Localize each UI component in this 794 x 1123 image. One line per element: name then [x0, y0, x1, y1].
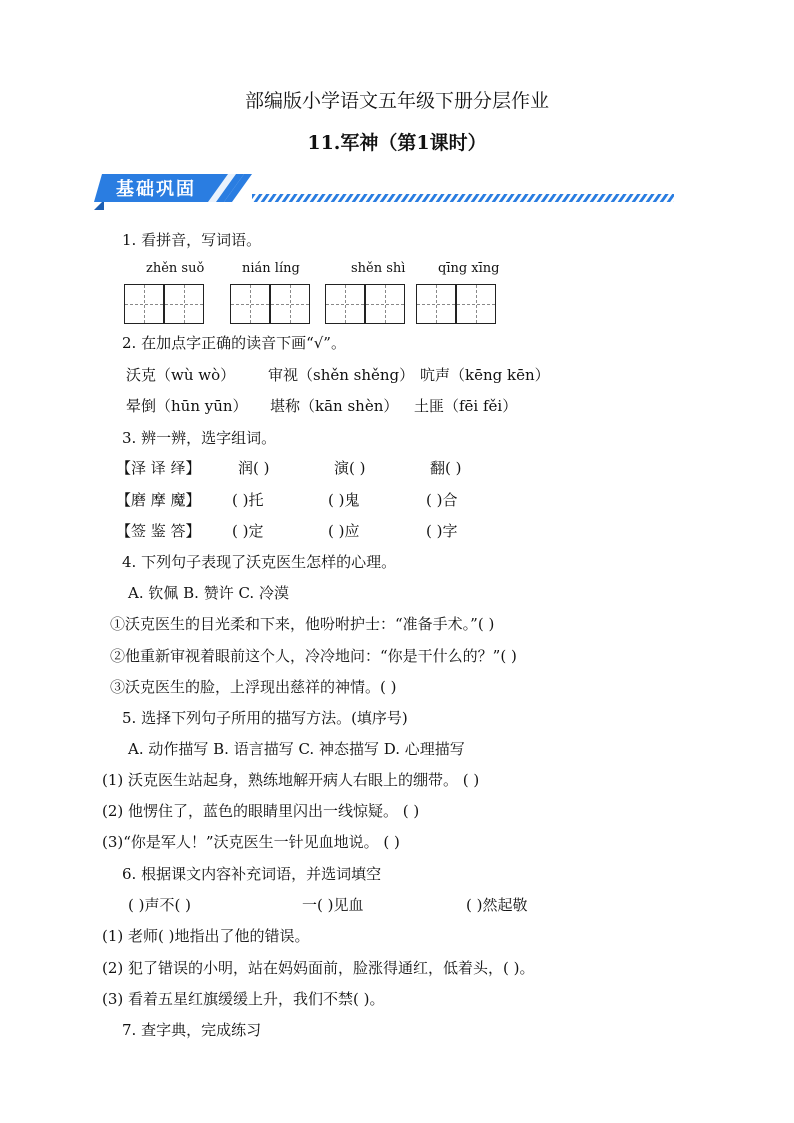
q4-item[interactable]: ②他重新审视着眼前这个人，冷冷地问：“你是干什么的？”( ): [110, 647, 517, 665]
question-2-prompt: 2. 在加点字正确的读音下画“√”。: [122, 334, 346, 352]
q3-blank[interactable]: ( )字: [426, 522, 458, 540]
q6-item[interactable]: (3) 看着五星红旗缓缓上升，我们不禁( )。: [102, 990, 385, 1008]
q2-item[interactable]: 堪称（kān shèn）: [270, 397, 399, 415]
q2-item[interactable]: 沃克（wù wò）: [126, 366, 236, 384]
writing-cell[interactable]: [164, 284, 204, 324]
q6-item[interactable]: (2) 犯了错误的小明，站在妈妈面前，脸涨得通红，低着头，( )。: [102, 959, 535, 977]
q6-word[interactable]: ( )声不( ): [128, 896, 191, 914]
lesson-title: 11.军神（第1课时）: [307, 132, 487, 154]
q5-item[interactable]: (2) 他愣住了，蓝色的眼睛里闪出一线惊疑。 ( ): [102, 802, 420, 820]
q2-item[interactable]: 吭声（kēng kēn）: [420, 366, 550, 384]
q2-item[interactable]: 土匪（fēi fěi）: [414, 397, 518, 415]
writing-cell[interactable]: [416, 284, 456, 324]
writing-cell[interactable]: [124, 284, 164, 324]
q5-item[interactable]: (3)“你是军人！”沃克医生一针见血地说。 ( ): [102, 833, 400, 851]
pinyin-1: zhěn suǒ: [146, 261, 205, 276]
q6-item[interactable]: (1) 老师( )地指出了他的错误。: [102, 927, 310, 945]
writing-cell[interactable]: [325, 284, 365, 324]
q3-char-group: 【签 鉴 答】: [116, 522, 201, 540]
writing-cell[interactable]: [365, 284, 405, 324]
q4-item[interactable]: ①沃克医生的目光柔和下来，他吩咐护士：“准备手术。”( ): [110, 615, 495, 633]
pinyin-3: shěn shì: [351, 261, 406, 276]
q5-options: A. 动作描写 B. 语言描写 C. 神态描写 D. 心理描写: [128, 740, 465, 758]
section-label: 基础巩固: [116, 179, 196, 200]
q3-blank[interactable]: ( )托: [232, 491, 264, 509]
writing-cell[interactable]: [270, 284, 310, 324]
writing-cell[interactable]: [456, 284, 496, 324]
question-6-prompt: 6. 根据课文内容补充词语，并选词填空: [122, 865, 382, 883]
q3-blank[interactable]: 翻( ): [430, 459, 462, 477]
q3-char-group: 【磨 摩 魔】: [116, 491, 201, 509]
q3-char-group: 【泽 译 绎】: [116, 459, 201, 477]
q2-item[interactable]: 审视（shěn shěng）: [268, 366, 415, 384]
question-5-prompt: 5. 选择下列句子所用的描写方法。(填序号): [122, 709, 408, 727]
q3-blank[interactable]: 润( ): [238, 459, 270, 477]
q4-options: A. 钦佩 B. 赞许 C. 冷漠: [128, 584, 289, 602]
q3-blank[interactable]: ( )应: [328, 522, 360, 540]
question-1-prompt: 1. 看拼音，写词语。: [122, 231, 262, 249]
page-title: 部编版小学语文五年级下册分层作业: [244, 90, 549, 112]
q3-blank[interactable]: ( )合: [426, 491, 458, 509]
question-7-prompt: 7. 查字典，完成练习: [122, 1021, 262, 1039]
question-3-prompt: 3. 辨一辨，选字组词。: [122, 429, 277, 447]
q2-item[interactable]: 晕倒（hūn yūn）: [126, 397, 248, 415]
q3-blank[interactable]: 演( ): [334, 459, 366, 477]
question-4-prompt: 4. 下列句子表现了沃克医生怎样的心理。: [122, 553, 397, 571]
pinyin-4: qīng xīng: [438, 261, 500, 276]
q3-blank[interactable]: ( )鬼: [328, 491, 360, 509]
writing-cell[interactable]: [230, 284, 270, 324]
section-banner: [94, 170, 684, 216]
q3-blank[interactable]: ( )定: [232, 522, 264, 540]
q5-item[interactable]: (1) 沃克医生站起身，熟练地解开病人右眼上的绷带。 ( ): [102, 771, 480, 789]
q6-word[interactable]: ( )然起敬: [466, 896, 528, 914]
q6-word[interactable]: 一( )见血: [302, 896, 364, 914]
pinyin-2: nián líng: [242, 261, 300, 276]
q4-item[interactable]: ③沃克医生的脸，上浮现出慈祥的神情。( ): [110, 678, 397, 696]
